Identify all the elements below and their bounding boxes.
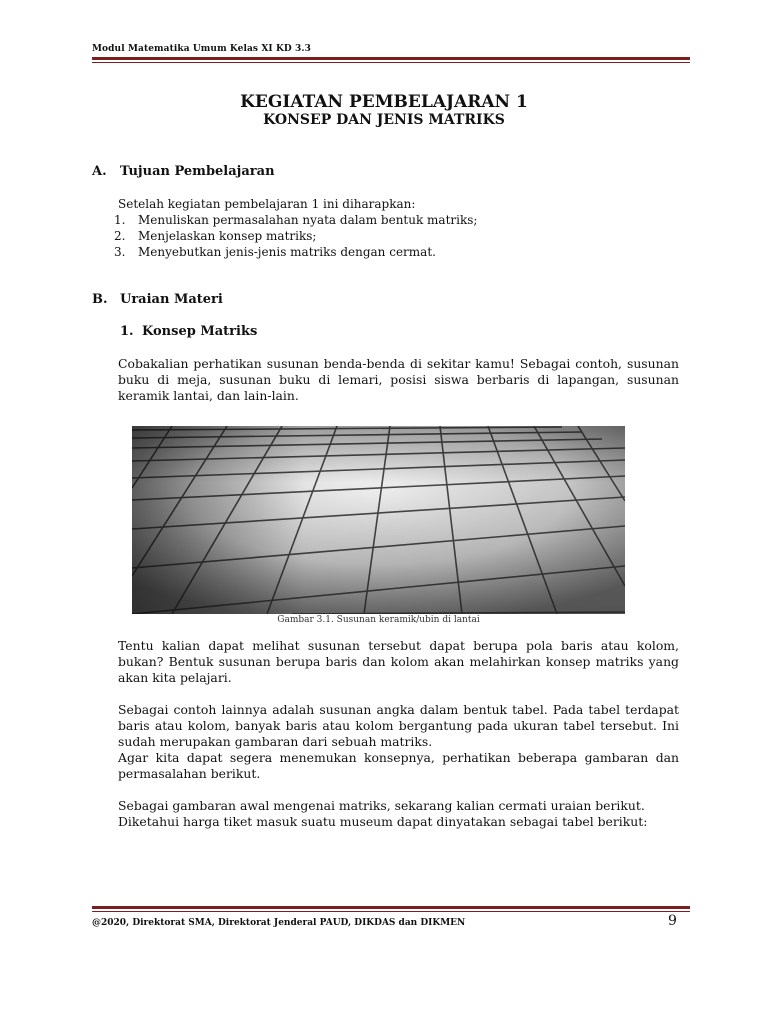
list-text: Menyebutkan jenis-jenis matriks dengan cermat.	[138, 245, 436, 259]
footer-copyright: @2020, Direktorat SMA, Direktorat Jenderal PAUD, DIKDAS dan DIKMEN	[92, 918, 466, 928]
section-a-heading	[92, 164, 275, 179]
list-text: Menuliskan permasalahan nyata dalam bentuk matriks;	[138, 213, 478, 227]
list-item	[114, 244, 477, 260]
paragraph-1: Cobakalian perhatikan susunan benda-benda di sekitar kamu! Sebagai contoh, susunan buku di meja, susunan buku di lemari, posisi siswa berbaris di lapangan, susunan keramik lantai, dan lain-lain.	[118, 356, 679, 403]
running-header: Modul Matematika Umum Kelas XI KD 3.3	[92, 44, 311, 54]
figure-caption: Gambar 3.1. Susunan keramik/ubin di lantai	[277, 615, 480, 625]
paragraph-5: Sebagai gambaran awal mengenai matriks, sekarang kalian cermati uraian berikut.	[118, 798, 645, 813]
list-number: 1.	[114, 213, 126, 227]
section-b-title: Uraian Materi	[120, 292, 223, 307]
paragraph-4: Agar kita dapat segera menemukan konsepnya, perhatikan beberapa gambaran dan permasalahan berikut.	[118, 750, 679, 781]
subsection-heading	[120, 324, 257, 339]
paragraph-3: Sebagai contoh lainnya adalah susunan angka dalam bentuk tabel. Pada tabel terdapat baris atau kolom, banyak baris atau kolom bergantung pada ukuran tabel tersebut. Ini sudah merupakan gambaran dari sebuah matriks.	[118, 702, 679, 749]
list-number: 2.	[114, 229, 126, 243]
subsection-number: 1.	[120, 324, 134, 339]
list-item	[114, 212, 477, 228]
objectives-list	[114, 212, 477, 260]
page-title: KEGIATAN PEMBELAJARAN 1	[240, 92, 528, 112]
header-rule-thick	[92, 57, 690, 60]
section-b-letter: B.	[92, 292, 108, 307]
section-a-letter: A.	[92, 164, 107, 179]
list-item	[114, 228, 477, 244]
section-b-heading	[92, 292, 223, 307]
paragraph-6: Diketahui harga tiket masuk suatu museum dapat dinyatakan sebagai tabel berikut:	[118, 814, 648, 829]
subsection-title: Konsep Matriks	[142, 324, 258, 339]
page-subtitle: KONSEP DAN JENIS MATRIKS	[263, 112, 505, 128]
header-rule-thin	[92, 62, 690, 63]
footer-rule-thick	[92, 906, 690, 909]
section-a-title: Tujuan Pembelajaran	[120, 164, 275, 179]
floor-tiles-image	[132, 426, 625, 614]
list-number: 3.	[114, 245, 126, 259]
footer-rule-thin	[92, 911, 690, 912]
list-text: Menjelaskan konsep matriks;	[138, 229, 317, 243]
page-number: 9	[668, 913, 677, 929]
paragraph-2: Tentu kalian dapat melihat susunan tersebut dapat berupa pola baris atau kolom, bukan? Bentuk susunan berupa baris dan kolom akan melahirkan konsep matriks yang akan kita pelajari.	[118, 638, 679, 685]
objectives-intro: Setelah kegiatan pembelajaran 1 ini diharapkan:	[118, 197, 416, 211]
